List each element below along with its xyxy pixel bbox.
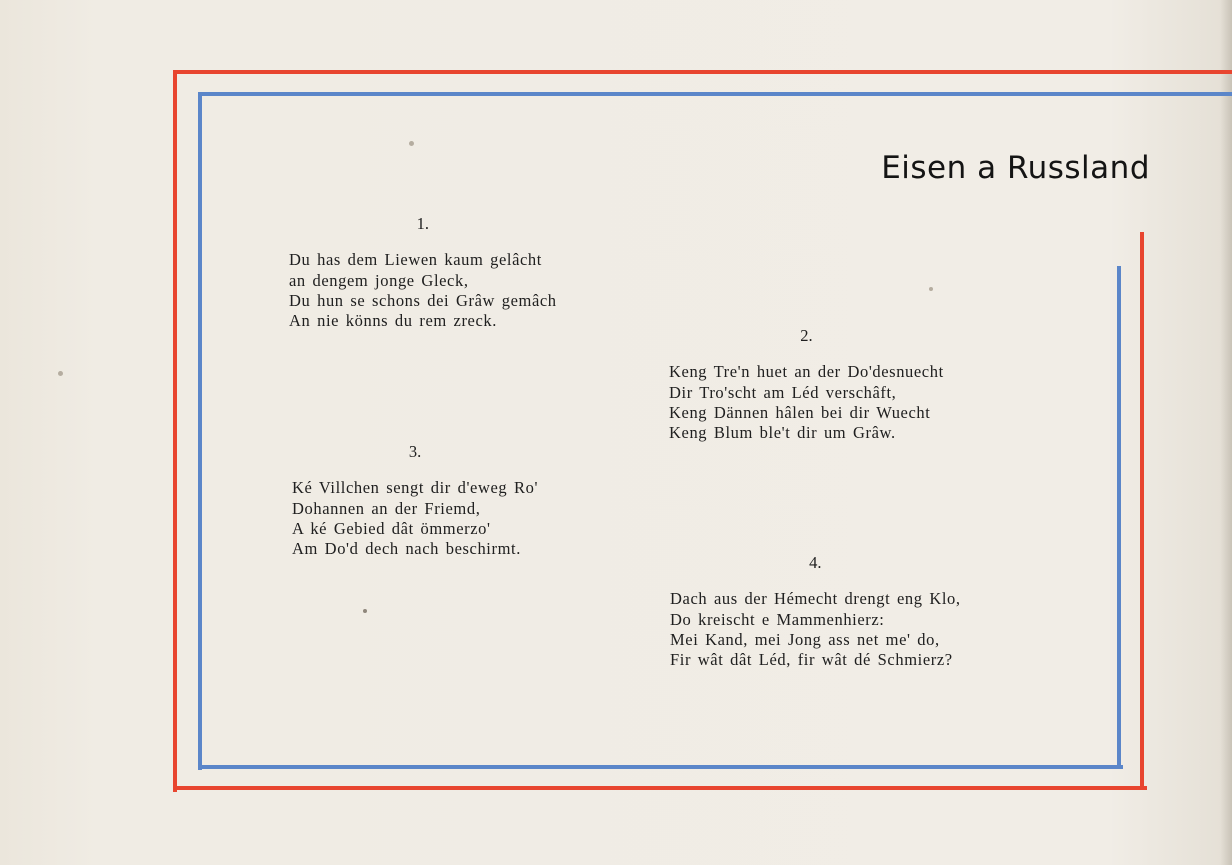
page-title: Eisen a Russland	[881, 150, 1150, 186]
paper-speck	[58, 371, 63, 376]
stanza-line: Am Do'd dech nach beschirmt.	[292, 539, 521, 559]
stanza-2	[669, 326, 944, 443]
stanza-4	[670, 553, 961, 670]
stanza-line: Dohannen an der Friemd,	[292, 498, 481, 518]
red-frame-right	[1140, 232, 1144, 790]
stanza-line: Dach aus der Hémecht drengt eng Klo,	[670, 589, 961, 609]
paper-speck	[363, 609, 367, 613]
paper-speck	[409, 141, 414, 146]
stanza-number: 3.	[408, 442, 422, 461]
stanza-line: Keng Tre'n huet an der Do'desnuecht	[669, 362, 944, 382]
stanza-line: An nie könns du rem zreck.	[289, 311, 497, 331]
stanza-line: Ké Villchen sengt dir d'eweg Ro'	[292, 478, 539, 498]
stanza-line: Do kreischt e Mammenhierz:	[670, 609, 885, 629]
stanza-line: Keng Dännen hâlen bei dir Wuecht	[669, 402, 931, 422]
stanza-line: Du hun se schons dei Grâw gemâch	[289, 290, 557, 310]
stanza-line: Du has dem Liewen kaum gelâcht	[289, 250, 542, 270]
blue-frame-left	[198, 96, 202, 770]
red-frame-top	[173, 70, 1232, 74]
stanza-number: 4.	[809, 553, 822, 572]
stanza-line: Fir wât dât Léd, fir wât dé Schmierz?	[670, 650, 953, 670]
stanza-number: 1.	[416, 214, 429, 233]
page-edge-shadow	[1220, 0, 1232, 865]
blue-frame-right	[1117, 266, 1121, 768]
stanza-number: 2.	[800, 326, 813, 345]
stanza-line: Dir Tro'scht am Léd verschâft,	[669, 382, 897, 402]
stanza-line: an dengem jonge Gleck,	[289, 270, 469, 290]
red-frame-left	[173, 70, 177, 792]
stanza-3	[292, 442, 538, 559]
stanza-line: Keng Blum ble't dir um Grâw.	[669, 423, 896, 443]
blue-frame-top	[198, 92, 1232, 96]
paper-speck	[929, 287, 933, 291]
stanza-1	[289, 214, 557, 331]
stanza-line: A ké Gebied dât ömmerzo'	[292, 518, 491, 538]
stanza-line: Mei Kand, mei Jong ass net me' do,	[670, 629, 940, 649]
blue-frame-bottom	[198, 765, 1123, 769]
red-frame-bottom	[173, 786, 1147, 790]
